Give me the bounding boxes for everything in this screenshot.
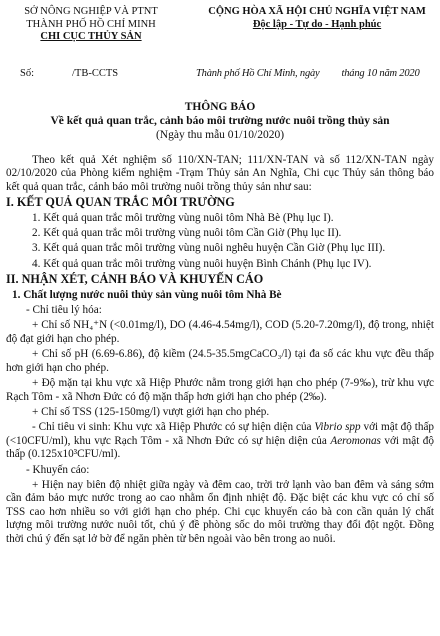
section-1-item: 4. Kết quả quan trắc môi trường vùng nuôi huyện Bình Chánh (Phụ lục IV). (32, 257, 372, 270)
document-date (196, 68, 420, 79)
document-title (0, 100, 440, 142)
title-main: THÔNG BÁO (184, 101, 256, 113)
national-header (196, 6, 438, 31)
agency-header (6, 6, 176, 44)
national-motto-1: CỘNG HÒA XÃ HỘI CHỦ NGHĨA VIỆT NAM (208, 6, 426, 17)
doc-number-label: Số: (20, 68, 35, 79)
physchem-label: - Chỉ tiêu lý hóa: (26, 304, 102, 317)
advice-label: - Khuyến cáo: (26, 463, 90, 476)
agency-line-3: CHI CỤC THỦY SẢN (40, 31, 142, 42)
date-suffix: tháng 10 năm 2020 (341, 68, 420, 79)
date-prefix: Thành phố Hồ Chí Minh, ngày (196, 68, 320, 79)
agency-line-1: SỞ NÔNG NGHIỆP VÀ PTNT (24, 6, 158, 17)
advice-paragraph: + Hiện nay biên độ nhiệt giữa ngày và đêm cao, trời trở lạnh vào ban đêm và sáng sớm cần đảm bảo mực nước trong ao cao nhằm ổn định nhiệt độ. Đặc biệt các khu vực có chỉ số TSS cao hơn nhiều so với giới hạn cho phép. Chi cục khuyến cáo bà con cần quản lý chất lượng môi trường nước nuôi tốt, chủ ý đề phòng sốc do môi trường thay đổi đột ngột. Đồng thời chú ý đến sạt lở bờ để ngăn phèn từ bên ngoài vào bên trong ao nuôi. (6, 478, 434, 545)
micro-text-a: - Chỉ tiêu vi sinh: Khu vực xã Hiệp Phước có sự hiện diện của (32, 421, 312, 434)
microbiology-paragraph (6, 421, 434, 461)
section-2-heading: II. NHẬN XÉT, CẢNH BÁO VÀ KHUYẾN CÁO (6, 272, 264, 287)
document-body (6, 154, 434, 548)
physchem-point-1: + Chỉ số NH₄⁺N (<0.01mg/l), DO (4.46-4.54mg/l), COD (5.20-7.20mg/l), độ trong, nhiệt độ đạt giới hạn cho phép. (6, 319, 434, 345)
doc-number-value: /TB-CCTS (72, 68, 119, 79)
physchem-point-4: + Chỉ số TSS (125-150mg/l) vượt giới hạn cho phép. (32, 405, 270, 418)
section-1-heading: I. KẾT QUẢ QUAN TRẮC MÔI TRƯỜNG (6, 195, 235, 210)
subsection-1-heading: 1. Chất lượng nước nuôi thủy sản vùng nuôi tôm Nhà Bè (12, 288, 282, 301)
title-sample-date: (Ngày thu mẫu 01/10/2020) (155, 129, 285, 141)
agency-line-2: THÀNH PHỐ HỒ CHÍ MINH (26, 18, 156, 30)
micro-text-b: với mật độ thấp (<10CFU/ml), khu vực Rạch Tôm - xã Nhơn Đức có sự hiện diện của (6, 421, 435, 447)
document-number (20, 68, 118, 79)
section-1-item: 2. Kết quả quan trắc môi trường vùng nuôi tôm Cần Giờ (Phụ lục II). (32, 227, 342, 240)
section-1-item: 1. Kết quả quan trắc môi trường vùng nuôi tôm Nhà Bè (Phụ lục I). (32, 211, 334, 224)
physchem-point-2: + Chỉ số pH (6.69-6.86), độ kiềm (24.5-35.5mgCaCO₃/l) tại đa số các khu vực đều thấp hơn giới hạn cho phép. (6, 348, 434, 374)
national-motto-2: Độc lập - Tự do - Hạnh phúc (252, 18, 382, 30)
title-subtitle: Về kết quả quan trắc, cảnh báo môi trường nước nuôi trồng thủy sản (50, 115, 390, 127)
physchem-point-3: + Độ mặn tại khu vực xã Hiệp Phước nằm trong giới hạn cho phép (7-9‰), trừ khu vực Rạch Tôm - xã Nhơn Đức có độ mặn thấp hơn giới hạn cho phép (2‰). (6, 377, 434, 403)
micro-aeromonas: Aeromonas (330, 434, 381, 447)
section-1-item: 3. Kết quả quan trắc môi trường vùng nuôi nghêu huyện Cần Giờ (Phụ lục III). (32, 242, 386, 255)
micro-vibrio: Vibrio spp (314, 421, 361, 434)
intro-paragraph: Theo kết quả Xét nghiệm số 110/XN-TAN; 111/XN-TAN và số 112/XN-TAN ngày 02/10/2020 của Phòng kiểm nghiệm -Trạm Thủy sản An Nghĩa, Chi cục Thủy sản thông báo kết quả quan trắc, cảnh báo môi trường nuôi trồng thủy sản như sau: (6, 154, 434, 193)
micro-text-c: với mật độ thấp (0.125x10³CFU/ml). (6, 434, 434, 461)
